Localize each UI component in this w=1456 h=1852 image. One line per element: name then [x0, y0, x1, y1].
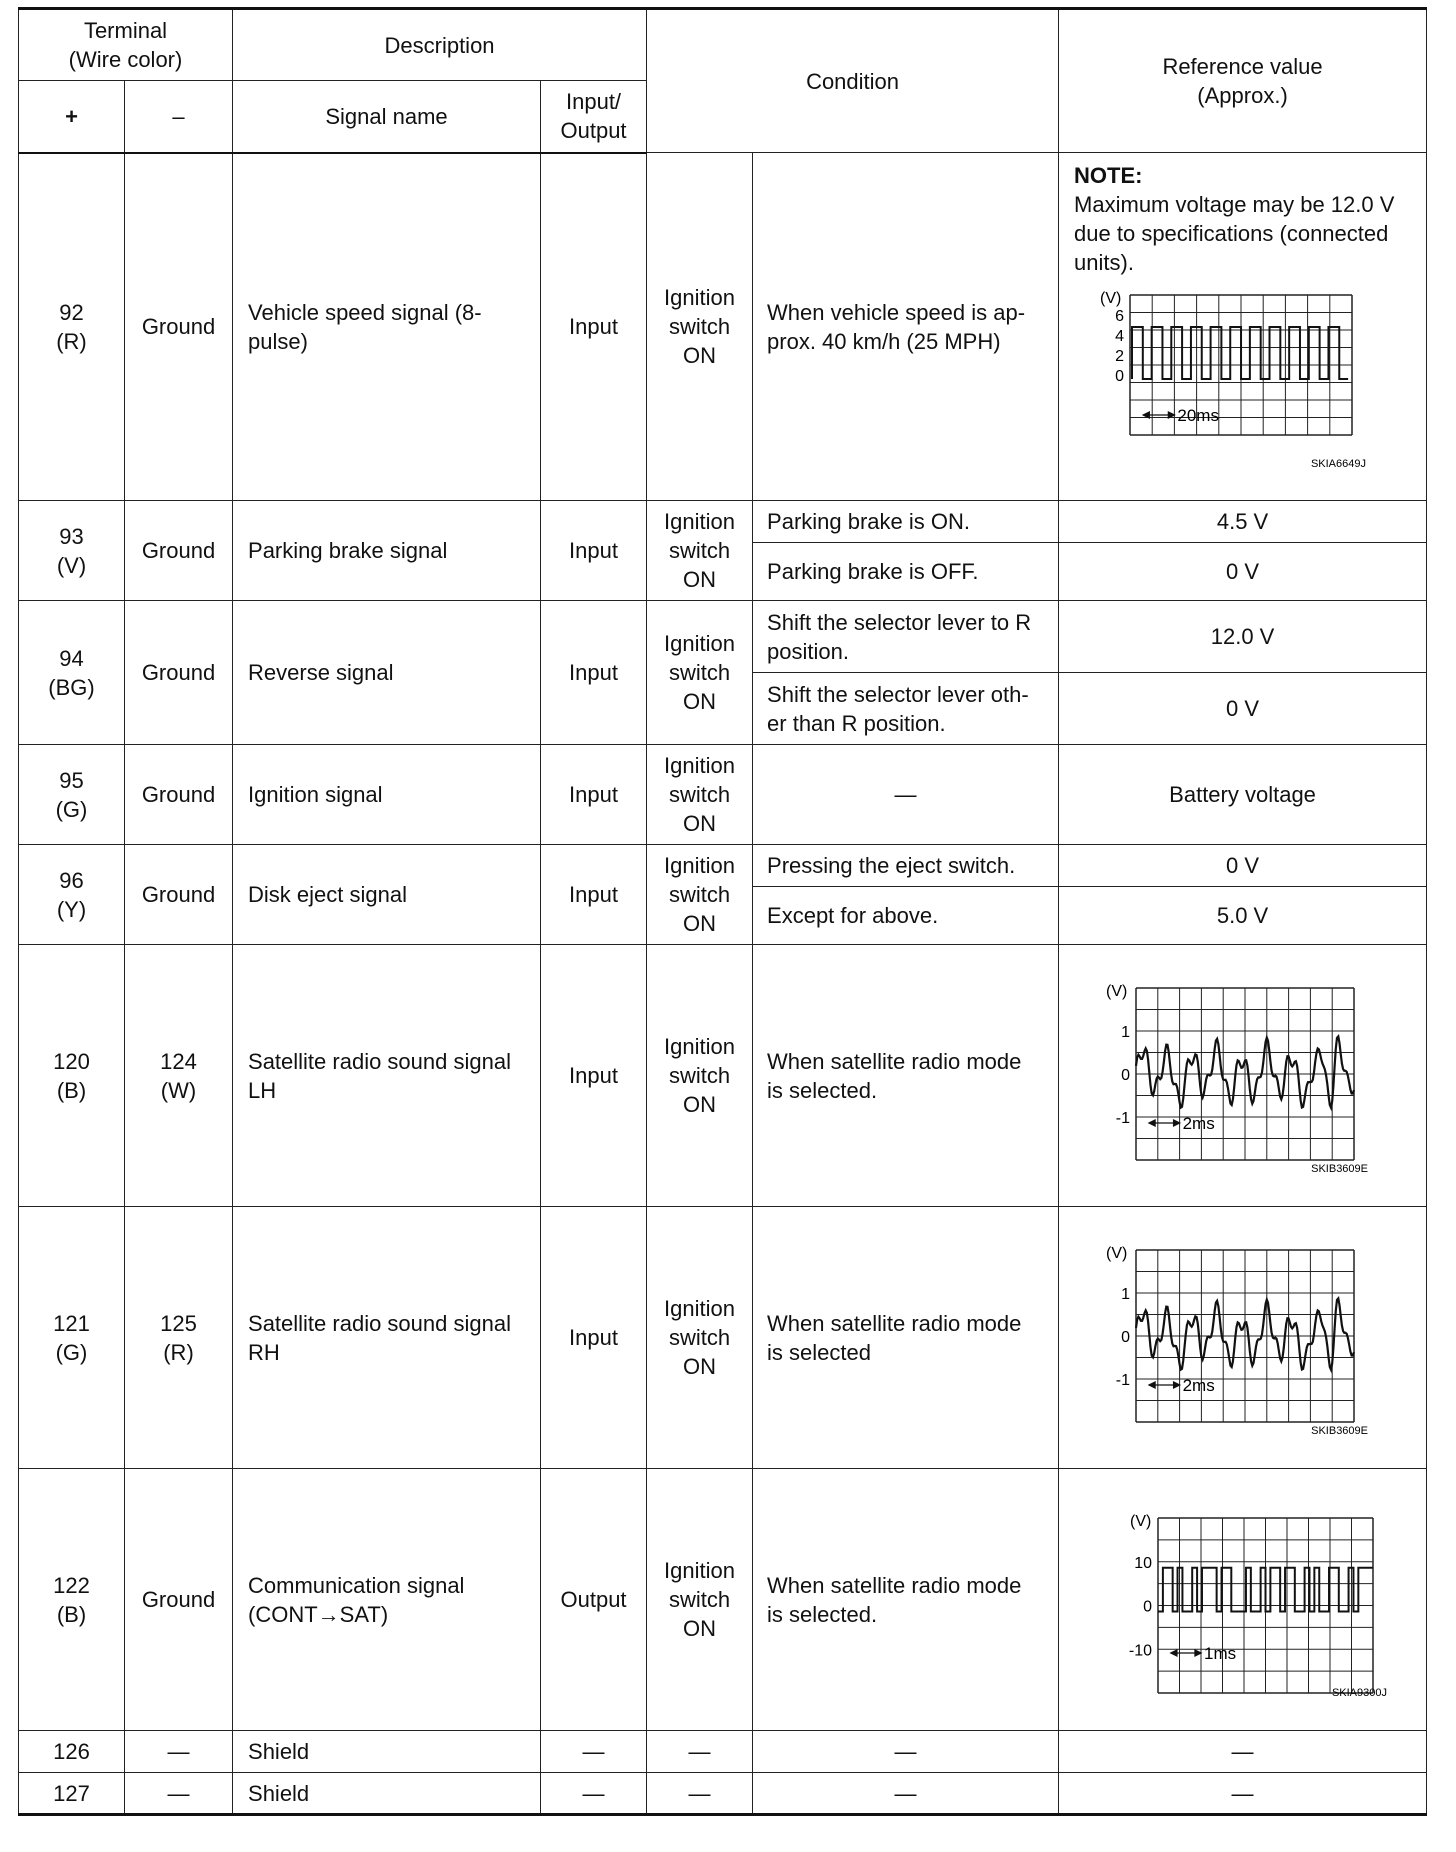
- waveform-trace: [1132, 327, 1348, 379]
- note-title: NOTE:: [1074, 163, 1143, 188]
- terminal-minus: Ground: [141, 782, 216, 807]
- waveform-figure: [1078, 1500, 1408, 1700]
- time-division-label: 20ms: [1177, 406, 1220, 425]
- signal-name: Satellite radio sound signal RH: [248, 1310, 511, 1365]
- condition-main: Ignition switch ON: [664, 509, 735, 592]
- condition-main: Ignition switch ON: [664, 631, 735, 714]
- y-tick-label: 4: [1115, 328, 1125, 345]
- plus-header: +: [19, 81, 125, 153]
- time-division-arrow: [1149, 1120, 1180, 1126]
- condition-main: Ignition switch ON: [664, 753, 735, 836]
- terminal-plus: 122 (B): [53, 1572, 90, 1627]
- reference-value: [1059, 1469, 1427, 1731]
- axis-unit-label: (V): [1105, 1244, 1127, 1262]
- table-row: [19, 845, 1427, 887]
- condition-main: Ignition switch ON: [664, 1296, 735, 1379]
- terminal-minus: Ground: [141, 1587, 216, 1612]
- table-row: [19, 1469, 1427, 1731]
- terminal-minus: Ground: [141, 882, 216, 907]
- condition-main: Ignition switch ON: [664, 1558, 735, 1641]
- condition-main: Ignition switch ON: [664, 285, 735, 368]
- condition-header: Condition: [647, 9, 1059, 153]
- signal-name: Ignition signal: [248, 782, 383, 807]
- reference-value: Battery voltage: [1169, 782, 1316, 807]
- condition-detail: Parking brake is ON.: [767, 509, 970, 534]
- waveform-figure: [1078, 1238, 1408, 1438]
- waveform-figure: [1074, 281, 1404, 471]
- description-header: Description: [233, 9, 647, 81]
- reference-value: 0 V: [1226, 559, 1260, 584]
- figure-id: SKIA9300J: [1331, 1686, 1387, 1699]
- table-row: [19, 1773, 1427, 1815]
- signal-name: Shield: [248, 1780, 310, 1806]
- signal-name: Shield: [248, 1739, 310, 1764]
- reference-value: 4.5 V: [1216, 509, 1269, 534]
- input-output: Input: [569, 660, 618, 685]
- signal-name-header: Signal name: [233, 81, 541, 153]
- terminal-plus: 94 (BG): [48, 645, 95, 700]
- signal-name: Disk eject signal: [248, 882, 407, 907]
- condition-detail: When satellite radio mode is selected: [767, 1310, 1022, 1365]
- terminal-minus: 124 (W): [160, 1048, 197, 1103]
- y-tick-label: 0: [1142, 1598, 1152, 1615]
- reference-value: 5.0 V: [1216, 903, 1269, 928]
- input-output: —: [582, 1780, 605, 1806]
- condition-detail: —: [894, 782, 917, 807]
- y-tick-label: 1: [1120, 1285, 1130, 1303]
- figure-id: SKIA6649J: [1311, 458, 1367, 470]
- minus-header: –: [125, 81, 233, 153]
- signal-name: Satellite radio sound signal LH: [248, 1048, 511, 1103]
- signal-name: Communication signal (CONT→SAT): [248, 1572, 465, 1627]
- input-output: Input: [569, 782, 618, 807]
- input-output: Output: [560, 1587, 627, 1612]
- y-tick-label: 6: [1115, 308, 1125, 325]
- terminal-plus: 96 (Y): [56, 867, 87, 922]
- figure-id: SKIB3609E: [1310, 1162, 1368, 1175]
- condition-main: Ignition switch ON: [664, 853, 735, 936]
- condition-main: —: [688, 1739, 711, 1764]
- y-tick-label: 0: [1115, 368, 1125, 385]
- y-tick-label: -1: [1115, 1371, 1130, 1389]
- waveform-figure: [1078, 976, 1408, 1176]
- input-output: Input: [569, 314, 618, 340]
- condition-detail: Parking brake is OFF.: [767, 559, 979, 584]
- reference-value: —: [1231, 1780, 1254, 1806]
- terminal-minus: —: [167, 1780, 190, 1806]
- terminal-minus: Ground: [141, 314, 216, 340]
- reference-value: [1059, 945, 1427, 1207]
- reference-header: Reference value (Approx.): [1059, 9, 1427, 153]
- condition-detail: —: [894, 1780, 917, 1806]
- axis-unit-label: (V): [1129, 1512, 1151, 1530]
- axis-unit-label: (V): [1105, 982, 1127, 1000]
- reference-value: 12.0 V: [1210, 624, 1275, 649]
- time-division-label: 2ms: [1182, 1375, 1215, 1395]
- y-tick-label: -1: [1115, 1109, 1130, 1127]
- table-row: [19, 945, 1427, 1207]
- terminal-plus: 95 (G): [55, 767, 88, 822]
- table-row: [19, 601, 1427, 673]
- condition-detail: Except for above.: [767, 903, 939, 928]
- y-tick-label: 2: [1115, 348, 1125, 365]
- terminal-plus: 93 (V): [56, 523, 87, 578]
- waveform-grid: [1136, 988, 1354, 1160]
- reference-value: 0 V: [1226, 696, 1260, 721]
- io-header: Input/ Output: [541, 81, 647, 153]
- reference-value: —: [1231, 1739, 1254, 1764]
- reference-value: [1059, 153, 1427, 501]
- waveform-grid: [1136, 1250, 1354, 1422]
- condition-detail: When vehicle speed is ap- prox. 40 km/h (25 MPH): [767, 299, 1026, 354]
- table-row: [19, 153, 1427, 501]
- terminal-minus: 125 (R): [160, 1310, 197, 1365]
- input-output: Input: [569, 1325, 618, 1350]
- signal-name: Reverse signal: [248, 660, 394, 685]
- table-row: [19, 501, 1427, 543]
- signal-name: Parking brake signal: [248, 538, 448, 563]
- reference-value: [1059, 1207, 1427, 1469]
- waveform-trace: [1158, 1567, 1373, 1611]
- condition-detail: When satellite radio mode is selected.: [767, 1572, 1022, 1627]
- terminal-minus: Ground: [141, 538, 216, 563]
- figure-id: SKIB3609E: [1310, 1424, 1368, 1437]
- y-tick-label: -10: [1128, 1641, 1152, 1659]
- input-output: Input: [569, 1063, 618, 1088]
- terminal-plus: 121 (G): [53, 1310, 90, 1365]
- terminal-plus: 127: [53, 1780, 90, 1806]
- y-tick-label: 0: [1120, 1066, 1130, 1084]
- condition-main: Ignition switch ON: [664, 1034, 735, 1117]
- y-tick-label: 10: [1133, 1554, 1152, 1572]
- time-division-arrow: [1149, 1382, 1180, 1388]
- terminal-reference-table: [18, 7, 1426, 1816]
- input-output: —: [582, 1739, 605, 1764]
- time-division-arrow: [1170, 1650, 1200, 1656]
- time-division-label: 1ms: [1203, 1643, 1236, 1663]
- y-tick-label: 0: [1120, 1328, 1130, 1346]
- input-output: Input: [569, 882, 618, 907]
- condition-main: —: [688, 1780, 711, 1806]
- terminal-plus: 92 (R): [56, 299, 87, 354]
- table-row: [19, 1207, 1427, 1469]
- condition-detail: When satellite radio mode is selected.: [767, 1048, 1022, 1103]
- input-output: Input: [569, 538, 618, 563]
- axis-unit-label: (V): [1100, 290, 1122, 307]
- note-text: Maximum voltage may be 12.0 V due to specifications (connected units).: [1074, 192, 1395, 275]
- signal-name: Vehicle speed signal (8- pulse): [248, 299, 482, 354]
- reference-value: 0 V: [1226, 853, 1260, 878]
- condition-detail: Shift the selector lever to R position.: [767, 609, 1032, 664]
- condition-detail: Pressing the eject switch.: [767, 853, 1016, 878]
- time-division-label: 2ms: [1182, 1113, 1215, 1133]
- table-row: [19, 1731, 1427, 1773]
- terminal-plus: 126: [53, 1739, 90, 1764]
- condition-detail: —: [894, 1739, 917, 1764]
- terminal-plus: 120 (B): [53, 1048, 90, 1103]
- condition-detail: Shift the selector lever oth- er than R position.: [767, 681, 1029, 736]
- terminal-minus: Ground: [141, 660, 216, 685]
- terminal-minus: —: [167, 1739, 190, 1764]
- y-tick-label: 1: [1120, 1023, 1130, 1041]
- terminal-header: Terminal (Wire color): [19, 9, 233, 81]
- table-row: [19, 745, 1427, 845]
